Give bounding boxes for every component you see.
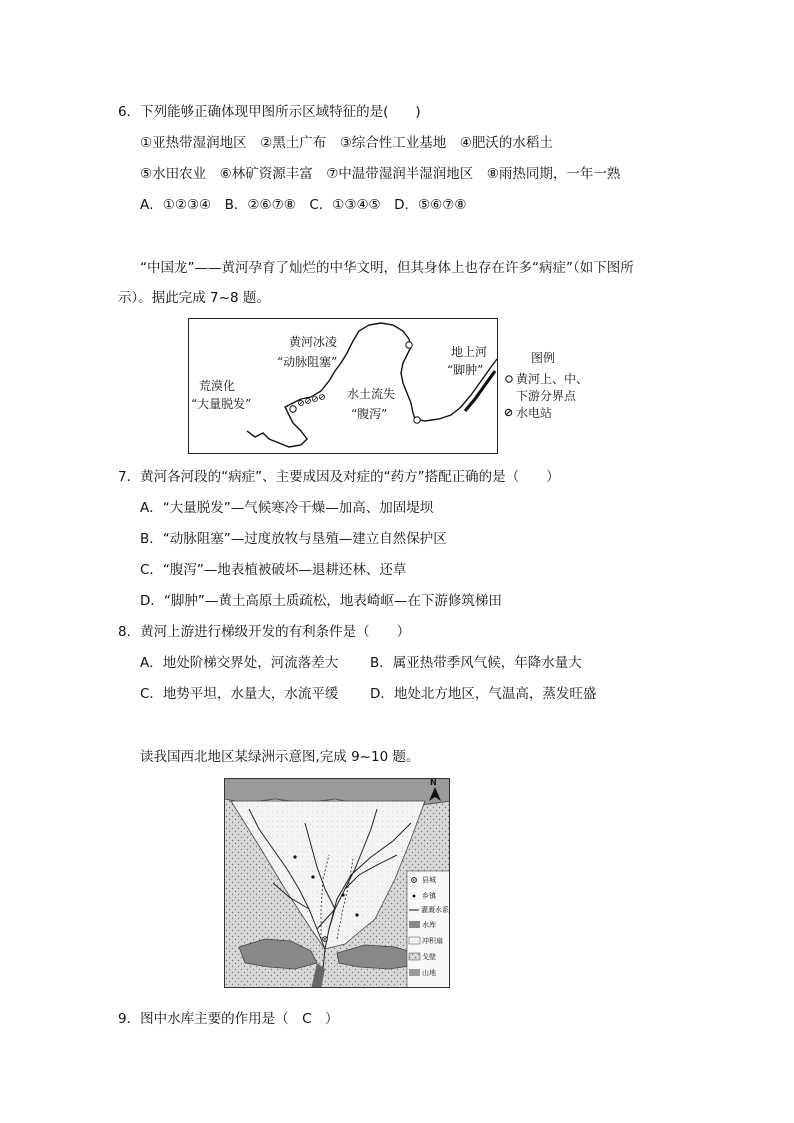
label-ice-jam: 黄河冰凌 bbox=[289, 335, 338, 349]
q6-items-line1: ①亚热带湿润地区 ②黑土广布 ③综合性工业基地 ④肥沃的水稻土 bbox=[140, 135, 553, 151]
legend-mountain: 山地 bbox=[422, 969, 436, 977]
label-diarrhea: “腹泻” bbox=[351, 407, 388, 421]
legend-reservoir: 水库 bbox=[422, 921, 436, 929]
legend-gobi: 戈壁 bbox=[422, 953, 436, 961]
q7-stem: 7．黄河各河段的“病症”、主要成因及对症的“药方”搭配正确的是（ ） bbox=[118, 469, 560, 485]
q8-option-c: C．地势平坦，水量大，水流平缓 bbox=[140, 686, 339, 702]
intro-9-10: 读我国西北地区某绿洲示意图,完成 9~10 题。 bbox=[140, 749, 420, 765]
label-suspended-river: 地上河 bbox=[451, 345, 488, 359]
q6-items-line2: ⑤水田农业 ⑥林矿资源丰富 ⑦中温带湿润半湿润地区 ⑧雨热同期，一年一熟 bbox=[140, 166, 621, 182]
boundary-point-icon bbox=[504, 374, 514, 384]
q7-option-b: B．“动脉阻塞”—过度放牧与垦殖—建立自然保护区 bbox=[140, 531, 447, 547]
q6-stem: 6．下列能够正确体现甲图所示区域特征的是( ) bbox=[118, 104, 421, 120]
q8-option-b: B．属亚热带季风气候，年降水量大 bbox=[370, 655, 582, 671]
hydro-station-icon bbox=[503, 407, 514, 418]
q6-choices: A．①②③④ B．②⑥⑦⑧ C．①③④⑤ D．⑤⑥⑦⑧ bbox=[140, 197, 467, 213]
legend-irrigation: 灌溉水系 bbox=[421, 906, 449, 914]
label-artery-blockage: “动脉阻塞” bbox=[277, 355, 338, 369]
legend-county-town: 县城 bbox=[422, 876, 436, 884]
boundary-point-marker bbox=[406, 342, 412, 348]
q9-stem: 9．图中水库主要的作用是（ C ） bbox=[118, 1011, 339, 1027]
legend-hydro-station: 水电站 bbox=[516, 406, 553, 420]
legend-alluvial-fan: 冲积扇 bbox=[422, 937, 443, 945]
q7-option-c: C．“腹泻”—地表植被破坏—退耕还林、还草 bbox=[140, 562, 407, 578]
legend-boundary-line2: 下游分界点 bbox=[516, 389, 577, 403]
legend-boundary-line1: 黄河上、中、 bbox=[516, 372, 589, 386]
boundary-point-marker bbox=[290, 406, 296, 412]
north-label: N bbox=[430, 778, 437, 787]
intro-7-8-line2: 示）。据此完成 7~8 题。 bbox=[118, 290, 270, 306]
boundary-point-marker bbox=[414, 417, 420, 423]
yellow-river-map bbox=[188, 318, 498, 454]
label-desertification: 荒漠化 bbox=[199, 379, 236, 393]
label-hair-loss: “大量脱发” bbox=[191, 397, 252, 411]
legend-title: 图例 bbox=[531, 351, 556, 365]
yellow-river-path bbox=[189, 319, 499, 455]
label-soil-erosion: 水土流失 bbox=[347, 387, 396, 401]
q7-option-a: A．“大量脱发”—气候寒冷干燥—加高、加固堤坝 bbox=[140, 500, 434, 516]
q8-option-d: D．地处北方地区，气温高，蒸发旺盛 bbox=[370, 686, 597, 702]
label-swollen-feet: “脚肿” bbox=[447, 363, 484, 377]
q7-option-d: D．“脚肿”—黄土高原土质疏松，地表崎岖—在下游修筑梯田 bbox=[140, 593, 502, 609]
q8-option-a: A．地处阶梯交界处，河流落差大 bbox=[140, 655, 339, 671]
intro-7-8-line1: “中国龙”——黄河孕育了灿烂的中华文明，但其身体上也存在许多“病症”（如下图所 bbox=[140, 260, 634, 276]
q8-stem: 8．黄河上游进行梯级开发的有利条件是（ ） bbox=[118, 624, 411, 640]
oasis-map bbox=[224, 778, 450, 988]
legend-township: 乡镇 bbox=[422, 892, 436, 900]
oasis-drawing bbox=[225, 779, 450, 988]
